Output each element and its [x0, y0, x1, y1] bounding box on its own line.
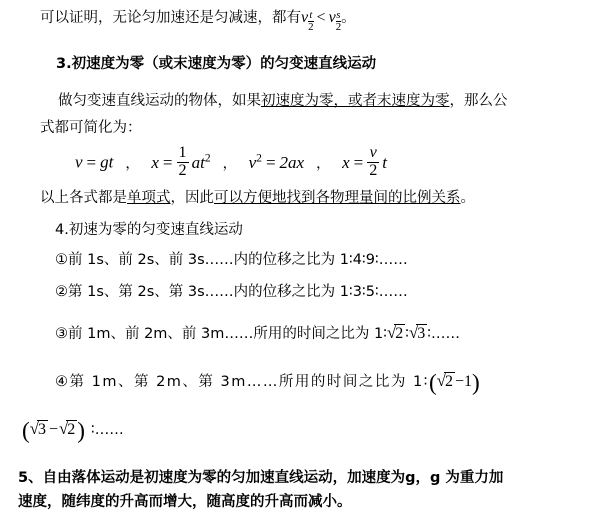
- list-item-3: [55, 323, 460, 343]
- list-item-5-line-1: 5、自由落体运动是初速度为零的匀加速直线运动，加速度为g，g 为重力加: [18, 470, 504, 486]
- heading-3: 3.初速度为零（或末速度为零）的匀变速直线运动: [56, 56, 377, 72]
- intro-text: 可以证明，无论匀加速还是匀减速，都有: [40, 10, 301, 26]
- paragraph-intro: [40, 8, 356, 33]
- p2-text-b: ，因此: [170, 190, 214, 206]
- sqrt-2-icon: √2: [386, 323, 404, 342]
- item3-tail: ∶……: [427, 326, 460, 342]
- item3-text: ③前 1m、前 2m、前 3m……所用的时间之比为 1∶: [55, 326, 387, 342]
- heading-4: 4.初速为零的匀变速直线运动: [55, 222, 243, 238]
- sqrt-2-icon-c: √2: [58, 418, 76, 438]
- paragraph-2: [40, 190, 475, 207]
- formula-x-half-at2: x = $\frac{1}{2}$ $at^2$: [151, 144, 211, 179]
- p2-underline-1: 单项式: [127, 190, 171, 206]
- sqrt-3-icon: √3: [408, 323, 426, 342]
- sqrt-2-icon-b: √2: [436, 370, 453, 390]
- list-item-4: [55, 370, 480, 398]
- p1-text-b: ，那么公: [449, 93, 508, 109]
- item4-expression-tail: (√3 −√2): [22, 418, 85, 444]
- formula-row: v = gt ， x = $\frac{1}{2}$ $at^2$ ， $v^2 = 2ax$ ， x = $\frac{v}{2}$ t: [75, 144, 388, 179]
- p1-text-a: 做匀变速直线运动的物体，如果: [58, 93, 261, 109]
- formula-v-gt: v = gt: [75, 152, 114, 172]
- list-item-4-continued: [22, 418, 124, 446]
- item3-ratio-sep: ∶: [405, 326, 409, 342]
- paragraph-1-line-2: 式都可简化为：: [40, 120, 142, 136]
- formula-x-v-over-2-t: x = $\frac{v}{2}$ t: [342, 144, 388, 179]
- p2-underline-2: 可以方便地找到各物理量间的比例关系: [214, 190, 461, 206]
- p2-text-a: 以上各式都是: [40, 190, 127, 206]
- sqrt-3-icon-b: √3: [29, 418, 46, 438]
- item4-tail-text: ∶……: [90, 421, 124, 438]
- item4-expression: (√2 −1): [428, 370, 480, 396]
- item4-text: ④第 1m、第 2m、第 3m……所用的时间之比为 1∶: [55, 373, 429, 390]
- list-item-1: ①前 1s、前 2s、前 3s……内的位移之比为 1∶4∶9∶……: [55, 252, 408, 268]
- inline-formula-vt: v $\frac{t}{2}$ < v $\frac{s}{2}$: [301, 9, 342, 34]
- intro-period: 。: [341, 10, 356, 26]
- p2-text-c: 。: [460, 190, 475, 206]
- p1-underline-1: 初速度为零，或者末速度为零: [261, 93, 450, 109]
- list-item-5-line-2: 速度，随纬度的升高而增大，随高度的升高而减小。: [18, 494, 352, 510]
- list-item-2: ②第 1s、第 2s、第 3s……内的位移之比为 1∶3∶5∶……: [55, 284, 408, 300]
- paragraph-1-line-1: [58, 93, 508, 110]
- formula-v2-2ax: $v^2 = 2ax$: [248, 151, 305, 172]
